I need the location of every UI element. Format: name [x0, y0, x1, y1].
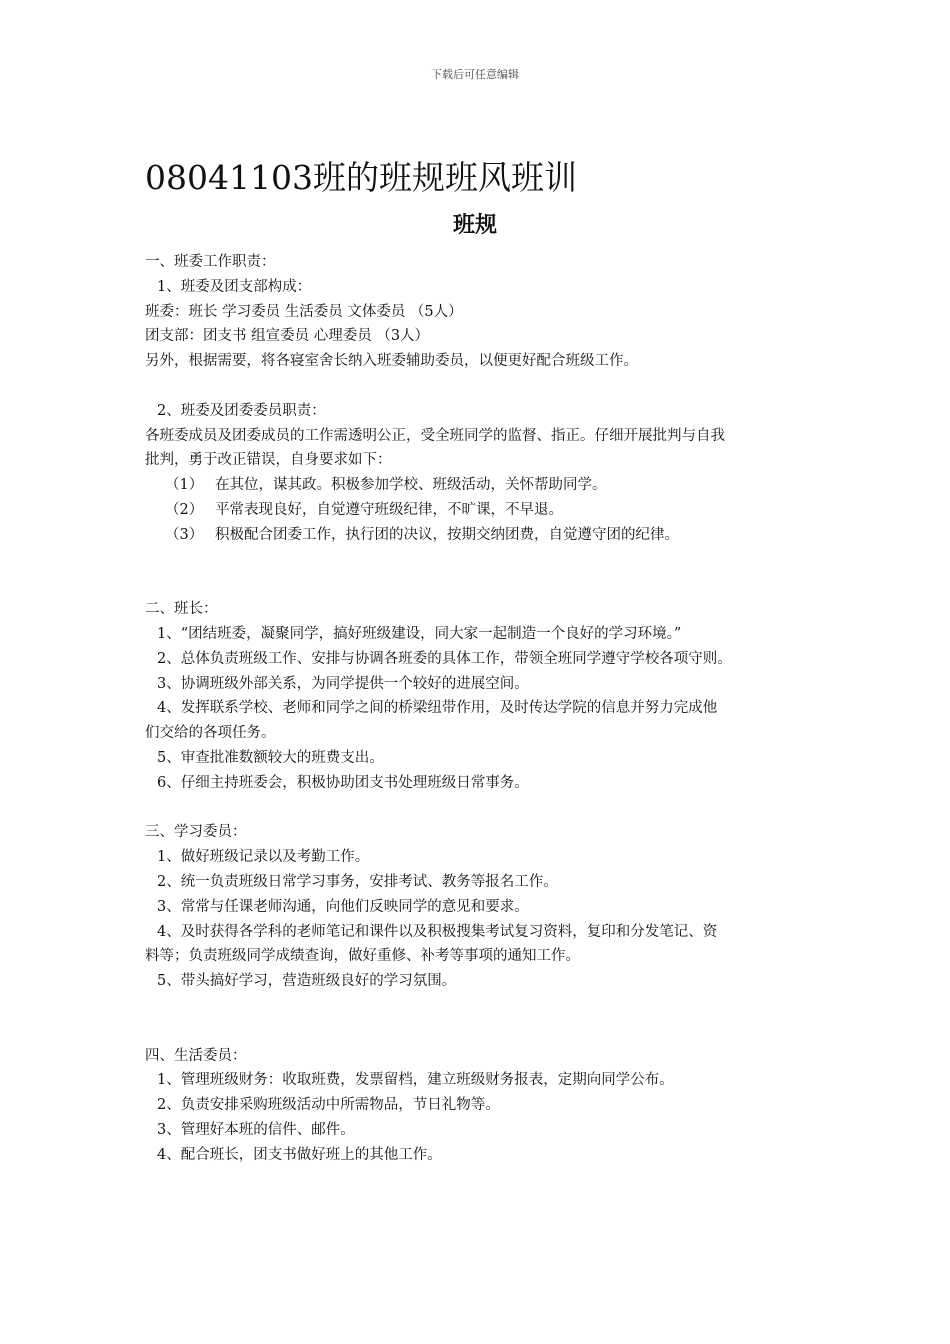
study-duty-item: 3、常常与任课老师沟通，向他们反映同学的意见和要求。: [157, 898, 529, 915]
spacer: [145, 994, 825, 1019]
document-title: 08041103班的班规班风班训: [145, 158, 577, 197]
spacer: [145, 1019, 825, 1044]
monitor-duty-item: 5、审查批准数额较大的班费支出。: [157, 749, 384, 766]
header-note: 下载后可任意编辑: [431, 68, 519, 81]
part1-item1-heading: 1、班委及团支部构成：: [157, 278, 312, 295]
study-duty-item: 2、统一负责班级日常学习事务，安排考试、教务等报名工作。: [157, 873, 558, 890]
part3-heading: 三、学习委员：: [145, 824, 247, 841]
requirement-number: （1）: [165, 477, 204, 494]
document-body: [145, 250, 825, 1167]
study-duty-item: 5、带头搞好学习，营造班级良好的学习氛围。: [157, 973, 457, 990]
monitor-duty-item: 4、发挥联系学校、老师和同学之间的桥梁纽带作用，及时传达学院的信息并努力完成他: [157, 700, 718, 717]
duties-paragraph-line2: 批判，勇于改正错误，自身要求如下：: [145, 452, 392, 469]
part1-item2-heading: 2、班委及团委委员职责：: [157, 402, 326, 419]
spacer: [145, 572, 825, 597]
part1-heading: 一、班委工作职责：: [145, 254, 276, 270]
part4-heading: 四、生活委员：: [145, 1047, 247, 1064]
spacer: [145, 796, 825, 821]
requirement-text: 平常表现良好，自觉遵守班级纪律，不旷课，不早退。: [215, 501, 563, 518]
part2-heading: 二、班长：: [145, 601, 218, 618]
duties-paragraph-line1: 各班委成员及团委成员的工作需透明公正，受全班同学的监督、指正。仔细开展批判与自我: [145, 427, 725, 444]
study-duty-item-continued: 料等；负责班级同学成绩查询，做好重修、补考等事项的通知工作。: [145, 948, 580, 965]
committee-members: 班委：班长 学习委员 生活委员 文体委员 （5人）: [145, 303, 463, 320]
requirement-item: [145, 473, 825, 498]
requirement-text: 积极配合团委工作，执行团的决议，按期交纳团费，自觉遵守团的纪律。: [215, 526, 679, 543]
monitor-duty-item: 3、协调班级外部关系，为同学提供一个较好的进展空间。: [157, 675, 529, 692]
life-duty-item: 2、负责安排采购班级活动中所需物品，节日礼物等。: [157, 1097, 500, 1114]
study-duty-item: 4、及时获得各学科的老师笔记和课件以及积极搜集考试复习资料，复印和分发笔记、资: [157, 923, 718, 940]
spacer: [145, 374, 825, 399]
league-members: 团支部：团支书 组宣委员 心理委员 （3人）: [145, 328, 430, 345]
study-duty-item: 1、做好班级记录以及考勤工作。: [157, 849, 370, 866]
section-heading: 班规: [452, 212, 497, 238]
requirement-number: （2）: [165, 501, 204, 518]
life-duty-item: 1、管理班级财务：收取班费，发票留档，建立班级财务报表，定期向同学公布。: [157, 1072, 674, 1089]
life-duty-item: 4、配合班长，团支书做好班上的其他工作。: [157, 1146, 442, 1163]
requirement-item: [145, 523, 825, 548]
requirement-number: （3）: [165, 526, 204, 543]
monitor-duty-item-continued: 们交给的各项任务。: [145, 725, 276, 742]
requirement-item: [145, 498, 825, 523]
monitor-duty-item: 1、“团结班委，凝聚同学，搞好班级建设，同大家一起制造一个良好的学习环境。”: [157, 625, 682, 642]
monitor-duty-item: 2、总体负责班级工作、安排与协调各班委的具体工作，带领全班同学遵守学校各项守则。: [157, 650, 732, 667]
spacer: [145, 548, 825, 573]
auxiliary-note: 另外，根据需要，将各寝室舍长纳入班委辅助委员，以便更好配合班级工作。: [145, 353, 638, 370]
requirement-text: 在其位，谋其政。积极参加学校、班级活动，关怀帮助同学。: [215, 477, 607, 494]
monitor-duty-item: 6、仔细主持班委会，积极协助团支书处理班级日常事务。: [157, 774, 529, 791]
life-duty-item: 3、管理好本班的信件、邮件。: [157, 1121, 355, 1138]
